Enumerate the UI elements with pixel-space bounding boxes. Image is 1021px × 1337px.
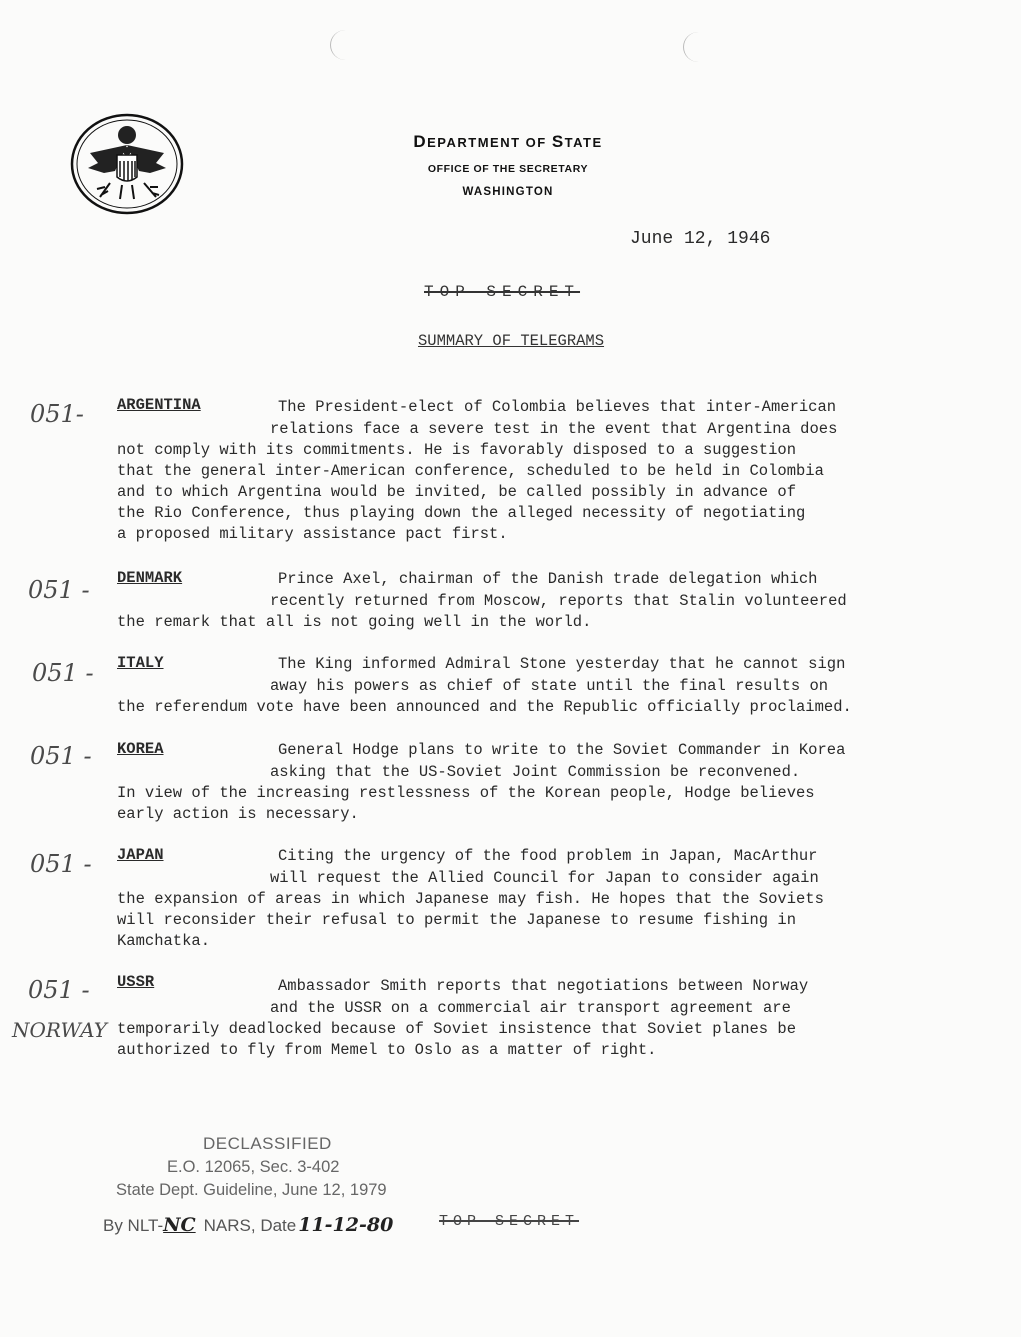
entry-code-handwritten: 051 - — [28, 576, 90, 604]
office-name: OFFICE OF THE SECRETARY — [427, 163, 589, 175]
by-initials-handwritten: NC — [163, 1214, 196, 1236]
entry-country: KOREA — [117, 740, 164, 758]
entry-body — [117, 998, 796, 1061]
declassification-authority — [103, 1214, 393, 1236]
entry-first-line: Citing the urgency of the food problem in Japan, MacArthur — [278, 847, 818, 865]
entry-code-handwritten: 051- — [30, 400, 84, 428]
entry-line: the remark that all is not going well in the world. — [117, 613, 592, 631]
entry-line: will reconsider their refusal to permit the Japanese to resume fishing in — [117, 911, 797, 929]
entry-line: the expansion of areas in which Japanese may fish. He hopes that the Soviets — [117, 890, 824, 908]
entry-line: Kamchatka. — [117, 932, 211, 950]
entry-body — [117, 868, 824, 952]
entry-line: early action is necessary. — [117, 805, 359, 823]
department-name: DEPARTMENT OF STATE — [413, 132, 603, 151]
entry-first-line: Prince Axel, chairman of the Danish trade delegation which — [278, 570, 818, 588]
entry-line: relations face a severe test in the event that Argentina does — [270, 420, 838, 438]
classification-struck: TOP SECRET — [424, 283, 581, 301]
document-date: June 12, 1946 — [630, 229, 771, 249]
entry-first-line: Ambassador Smith reports that negotiations between Norway — [278, 977, 809, 995]
entry-line: a proposed military assistance pact first. — [117, 525, 508, 543]
entry-line: not comply with its commitments. He is favorably disposed to a suggestion — [117, 441, 797, 459]
entry-line: authorized to fly from Memel to Oslo as a matter of right. — [117, 1041, 657, 1059]
entry-line: asking that the US-Soviet Joint Commission be reconvened. — [270, 763, 801, 781]
nars-date-handwritten: 11-12-80 — [298, 1214, 394, 1236]
entry-line: and to which Argentina would be invited, be called possibly in advance of — [117, 483, 797, 501]
entry-body — [117, 591, 847, 633]
entry-country: USSR — [117, 973, 155, 991]
paper-mark — [683, 32, 714, 62]
entry-line: the Rio Conference, thus playing down the alleged necessity of negotiating — [117, 504, 806, 522]
entry-first-line: The King informed Admiral Stone yesterday that he cannot sign — [278, 655, 846, 673]
entry-code-handwritten: 051 - — [30, 742, 92, 770]
classification-struck-bottom: TOP SECRET — [439, 1213, 580, 1230]
entry-line: recently returned from Moscow, reports that Stalin volunteered — [270, 592, 847, 610]
great-seal-emblem — [70, 113, 184, 215]
entry-code-handwritten: 051 - — [28, 976, 90, 1004]
entry-line: temporarily deadlocked because of Soviet insistence that Soviet planes be — [117, 1020, 797, 1038]
entry-first-line: General Hodge plans to write to the Soviet Commander in Korea — [278, 741, 846, 759]
paper-mark — [330, 30, 361, 60]
entry-country: JAPAN — [117, 846, 164, 864]
entry-country: ARGENTINA — [117, 396, 201, 414]
entry-body — [117, 762, 815, 825]
city-name: WASHINGTON — [462, 186, 554, 198]
entry-code-handwritten: 051 - — [32, 659, 94, 687]
by-label: By NLT- — [103, 1216, 164, 1235]
entry-line: the referendum vote have been announced and the Republic officially proclaimed. — [117, 698, 852, 716]
executive-order-line: E.O. 12065, Sec. 3-402 — [167, 1158, 340, 1176]
entry-body — [117, 419, 837, 545]
entry-country: DENMARK — [117, 569, 183, 587]
entry-line: and the USSR on a commercial air transport agreement are — [270, 999, 791, 1017]
guideline-line: State Dept. Guideline, June 12, 1979 — [116, 1181, 387, 1199]
entry-first-line: The President-elect of Colombia believes that inter-American — [278, 398, 837, 416]
entry-code-handwritten: 051 - — [30, 850, 92, 878]
entry-line: that the general inter-American conference, scheduled to be held in Colombia — [117, 462, 824, 480]
entry-body — [117, 676, 852, 718]
declassified-stamp: DECLASSIFIED — [203, 1134, 332, 1153]
entry-line: In view of the increasing restlessness of the Korean people, Hodge believes — [117, 784, 815, 802]
margin-note-handwritten: NORWAY — [12, 1018, 107, 1042]
entry-country: ITALY — [117, 654, 164, 672]
entry-line: will request the Allied Council for Japan to consider again — [270, 869, 819, 887]
entry-line: away his powers as chief of state until the final results on — [270, 677, 829, 695]
nars-label: NARS, Date — [203, 1216, 297, 1235]
document-title: SUMMARY OF TELEGRAMS — [418, 332, 605, 350]
